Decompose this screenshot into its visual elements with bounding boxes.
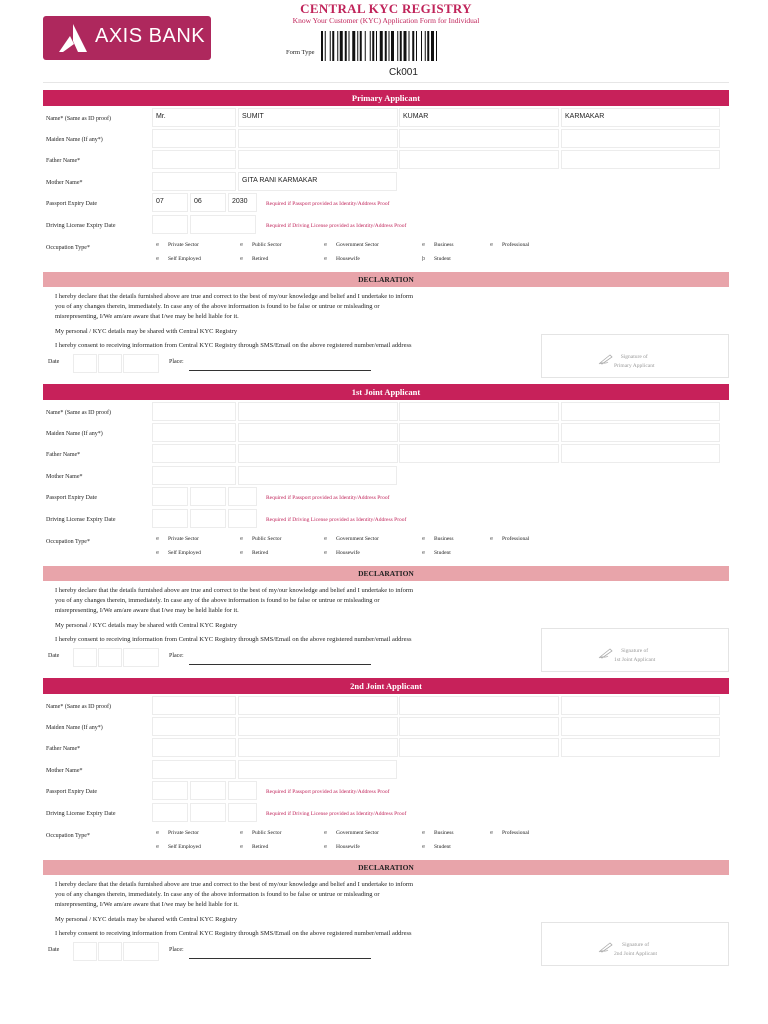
declaration-text: you of any changes therein, immediately. In case any of the above information is found to be false or untrue or misleading or — [55, 597, 380, 604]
section-header: Primary Applicant — [43, 90, 729, 106]
declaration-text: I hereby consent to receiving information from Central KYC Registry through SMS/Email on the above registered number/email address — [55, 342, 412, 349]
maiden-name-label: Maiden Name (If any*) — [46, 137, 103, 143]
declaration-text: My personal / KYC details may be shared with Central KYC Registry — [55, 622, 238, 629]
occupation-option-label: Private Sector — [168, 242, 200, 248]
last-name-field[interactable] — [561, 402, 720, 421]
occupation-option[interactable] — [324, 844, 360, 850]
father-name-field[interactable] — [561, 738, 720, 757]
maiden-name-field[interactable] — [399, 717, 559, 736]
name-prefix-field[interactable] — [152, 696, 236, 715]
driving-license-expiry-label: Driving License Expiry Date — [46, 811, 116, 817]
maiden-name-field[interactable] — [399, 129, 559, 148]
maiden-name-field[interactable] — [152, 423, 236, 442]
occupation-option[interactable] — [240, 536, 281, 542]
maiden-name-label: Maiden Name (If any*) — [46, 725, 103, 731]
maiden-name-field[interactable] — [399, 423, 559, 442]
father-name-field[interactable] — [238, 738, 398, 757]
occupation-option-label: Housewife — [336, 844, 360, 850]
date-field[interactable] — [73, 648, 97, 667]
date-field[interactable] — [98, 354, 122, 373]
place-field[interactable] — [189, 664, 371, 665]
passport-expiry-year-field[interactable]: 2030 — [228, 193, 257, 212]
occupation-option-label: Self Employed — [168, 256, 201, 262]
last-name-field[interactable]: KARMAKAR — [561, 108, 720, 127]
name-label: Name* (Same as ID proof) — [46, 704, 111, 710]
maiden-name-field[interactable] — [238, 129, 398, 148]
driving-license-expiry-month-field[interactable] — [190, 803, 226, 822]
passport-expiry-label: Passport Expiry Date — [46, 495, 97, 501]
passport-expiry-month-field[interactable] — [190, 781, 226, 800]
occupation-option-label: Private Sector — [168, 536, 200, 542]
radio-circle-icon[interactable]: e — [324, 550, 328, 556]
occupation-option-label: Professional — [502, 242, 530, 248]
radio-circle-icon[interactable]: e — [240, 242, 244, 248]
signature-caption-line: Signature of — [620, 354, 648, 360]
occupation-option[interactable] — [422, 830, 454, 836]
father-name-field[interactable] — [561, 444, 720, 463]
place-field[interactable] — [189, 958, 371, 959]
radio-circle-icon[interactable]: e — [422, 830, 426, 836]
father-name-field[interactable] — [399, 444, 559, 463]
passport-note: Required if Passport provided as Identity/Address Proof — [266, 201, 390, 207]
pen-icon — [598, 941, 614, 953]
father-name-field[interactable] — [152, 150, 236, 169]
signature-caption — [614, 941, 657, 959]
radio-circle-icon[interactable]: e — [240, 830, 244, 836]
declaration-header: DECLARATION — [43, 566, 729, 581]
barcode-icon — [321, 31, 489, 63]
occupation-option-label: Student — [434, 550, 451, 556]
radio-circle-icon[interactable]: e — [240, 536, 244, 542]
occupation-option-label: Business — [434, 242, 454, 248]
father-name-field[interactable] — [561, 150, 720, 169]
mother-name-field[interactable] — [238, 760, 397, 779]
passport-expiry-day-field[interactable]: 07 — [152, 193, 188, 212]
father-name-field[interactable] — [238, 150, 398, 169]
first-name-field[interactable] — [238, 402, 398, 421]
radio-circle-icon[interactable]: e — [324, 536, 328, 542]
driving-license-note: Required if Driving License provided as Identity/Address Proof — [266, 811, 407, 817]
occupation-option-label: Private Sector — [168, 830, 200, 836]
last-name-field[interactable] — [561, 696, 720, 715]
signature-caption — [614, 647, 655, 665]
radio-circle-icon[interactable]: e — [324, 256, 328, 262]
occupation-option-label: Self Employed — [168, 844, 201, 850]
occupation-option-label: Retired — [252, 256, 269, 262]
father-name-label: Father Name* — [46, 158, 81, 164]
occupation-option-label: Business — [434, 830, 454, 836]
date-field[interactable] — [123, 942, 159, 961]
first-name-field[interactable]: SUMIT — [238, 108, 398, 127]
occupation-option-label: Government Sector — [336, 536, 379, 542]
occupation-option-label: Professional — [502, 536, 530, 542]
form-type-label: Form Type — [286, 49, 315, 56]
occupation-option[interactable] — [240, 242, 281, 248]
occupation-type-label: Occupation Type* — [46, 539, 90, 545]
signature-box[interactable] — [541, 628, 729, 672]
occupation-option[interactable] — [240, 844, 268, 850]
father-name-field[interactable] — [152, 738, 236, 757]
radio-circle-icon[interactable]: e — [490, 830, 494, 836]
father-name-field[interactable] — [399, 738, 559, 757]
signature-caption-line: Signature of — [621, 648, 649, 654]
occupation-option[interactable] — [156, 256, 201, 262]
occupation-option-label: Government Sector — [336, 242, 379, 248]
driving-license-note: Required if Driving License provided as Identity/Address Proof — [266, 517, 407, 523]
occupation-option[interactable] — [324, 830, 379, 836]
radio-circle-icon[interactable]: e — [156, 550, 160, 556]
signature-caption-line: 2nd Joint Applicant — [614, 951, 658, 957]
father-name-field[interactable] — [399, 150, 559, 169]
place-field[interactable] — [189, 370, 371, 371]
date-field[interactable] — [98, 942, 122, 961]
passport-note: Required if Passport provided as Identity/Address Proof — [266, 789, 390, 795]
middle-name-field[interactable] — [399, 696, 559, 715]
signature-caption — [614, 353, 654, 371]
maiden-name-field[interactable] — [561, 129, 720, 148]
date-field[interactable] — [73, 354, 97, 373]
passport-expiry-year-field[interactable] — [228, 487, 257, 506]
occupation-option[interactable] — [490, 536, 529, 542]
passport-expiry-day-field[interactable] — [152, 781, 188, 800]
declaration-text: you of any changes therein, immediately. In case any of the above information is found to be false or untrue or misleading or — [55, 891, 380, 898]
occupation-option[interactable] — [324, 536, 379, 542]
occupation-option-label: Student — [434, 844, 451, 850]
passport-expiry-day-field[interactable] — [152, 487, 188, 506]
place-label: Place: — [169, 359, 184, 365]
date-label: Date — [48, 947, 60, 953]
radio-circle-icon[interactable]: e — [156, 256, 160, 262]
first-name-field[interactable] — [238, 696, 398, 715]
maiden-name-field[interactable] — [238, 423, 398, 442]
divider — [43, 82, 729, 83]
maiden-name-field[interactable] — [561, 423, 720, 442]
radio-circle-icon[interactable]: e — [422, 844, 426, 850]
radio-circle-icon[interactable]: e — [422, 550, 426, 556]
declaration-header: DECLARATION — [43, 272, 729, 287]
father-name-label: Father Name* — [46, 452, 81, 458]
form-code: Ck001 — [389, 67, 418, 78]
occupation-option-label: Student — [434, 256, 451, 262]
occupation-option[interactable] — [156, 830, 199, 836]
driving-license-expiry-month-field[interactable] — [190, 509, 226, 528]
date-field[interactable] — [123, 354, 159, 373]
maiden-name-field[interactable] — [238, 717, 398, 736]
occupation-option-label: Retired — [252, 550, 269, 556]
place-label: Place: — [169, 653, 184, 659]
signature-caption-line: 1st Joint Applicant — [614, 657, 656, 663]
section-header: 2nd Joint Applicant — [43, 678, 729, 694]
occupation-option-label: Housewife — [336, 550, 360, 556]
name-prefix-field[interactable] — [152, 402, 236, 421]
occupation-option[interactable] — [240, 830, 281, 836]
pen-icon — [598, 647, 614, 659]
signature-caption-line: Primary Applicant — [614, 363, 655, 369]
driving-license-expiry-month-field[interactable] — [190, 215, 256, 234]
occupation-option-label: Government Sector — [336, 830, 379, 836]
passport-expiry-month-field[interactable] — [190, 487, 226, 506]
declaration-text: I hereby declare that the details furnished above are true and correct to the best of my/our knowledge and belief and I undertake to inform — [55, 293, 414, 300]
father-name-field[interactable] — [238, 444, 398, 463]
radio-circle-icon[interactable]: þ — [422, 256, 426, 262]
date-field[interactable] — [73, 942, 97, 961]
signature-box[interactable] — [541, 334, 729, 378]
father-name-field[interactable] — [152, 444, 236, 463]
radio-circle-icon[interactable]: e — [156, 242, 160, 248]
bank-logo — [43, 16, 211, 60]
occupation-option-label: Professional — [502, 830, 530, 836]
mother-name-prefix-field[interactable] — [152, 172, 236, 191]
name-prefix-field[interactable]: Mr. — [152, 108, 236, 127]
declaration-text: I hereby declare that the details furnished above are true and correct to the best of my/our knowledge and belief and I undertake to inform — [55, 881, 414, 888]
occupation-option[interactable] — [324, 550, 360, 556]
declaration-text: I hereby consent to receiving information from Central KYC Registry through SMS/Email on the above registered number/email address — [55, 636, 412, 643]
occupation-option[interactable] — [490, 830, 529, 836]
driving-license-expiry-label: Driving License Expiry Date — [46, 517, 116, 523]
occupation-option-label: Public Sector — [252, 536, 282, 542]
declaration-text: misrepresenting, I/We am/are aware that I/we may be held liable for it. — [55, 901, 239, 908]
radio-circle-icon[interactable]: e — [240, 550, 244, 556]
occupation-option[interactable] — [422, 550, 451, 556]
passport-expiry-label: Passport Expiry Date — [46, 201, 97, 207]
occupation-option[interactable] — [324, 242, 379, 248]
signature-caption-line: Signature of — [622, 942, 650, 948]
mother-name-field[interactable] — [238, 466, 397, 485]
name-label: Name* (Same as ID proof) — [46, 116, 111, 122]
mother-name-prefix-field[interactable] — [152, 760, 236, 779]
driving-license-expiry-day-field[interactable] — [152, 509, 188, 528]
section-header: 1st Joint Applicant — [43, 384, 729, 400]
declaration-text: misrepresenting, I/We am/are aware that I/we may be held liable for it. — [55, 607, 239, 614]
occupation-option-label: Retired — [252, 844, 269, 850]
radio-circle-icon[interactable]: e — [324, 844, 328, 850]
driving-license-expiry-year-field[interactable] — [228, 803, 257, 822]
radio-circle-icon[interactable]: e — [324, 242, 328, 248]
occupation-option[interactable] — [490, 242, 529, 248]
radio-circle-icon[interactable]: e — [422, 242, 426, 248]
maiden-name-field[interactable] — [152, 129, 236, 148]
father-name-label: Father Name* — [46, 746, 81, 752]
occupation-type-label: Occupation Type* — [46, 833, 90, 839]
maiden-name-label: Maiden Name (If any*) — [46, 431, 103, 437]
occupation-option-label: Housewife — [336, 256, 360, 262]
declaration-text: I hereby declare that the details furnished above are true and correct to the best of my/our knowledge and belief and I undertake to inform — [55, 587, 414, 594]
middle-name-field[interactable]: KUMAR — [399, 108, 559, 127]
occupation-option-label: Public Sector — [252, 242, 282, 248]
driving-license-note: Required if Driving License provided as Identity/Address Proof — [266, 223, 407, 229]
passport-expiry-label: Passport Expiry Date — [46, 789, 97, 795]
declaration-text: I hereby consent to receiving information from Central KYC Registry through SMS/Email on the above registered number/email address — [55, 930, 412, 937]
date-label: Date — [48, 653, 60, 659]
radio-circle-icon[interactable]: e — [324, 830, 328, 836]
passport-expiry-month-field[interactable]: 06 — [190, 193, 226, 212]
occupation-option[interactable] — [422, 536, 454, 542]
occupation-option[interactable] — [422, 844, 451, 850]
signature-box[interactable] — [541, 922, 729, 966]
form-subtitle: Know Your Customer (KYC) Application Form for Individual — [292, 16, 480, 25]
driving-license-expiry-day-field[interactable] — [152, 215, 188, 234]
place-label: Place: — [169, 947, 184, 953]
occupation-option[interactable] — [324, 256, 360, 262]
radio-circle-icon[interactable]: e — [422, 536, 426, 542]
maiden-name-field[interactable] — [561, 717, 720, 736]
mother-name-label: Mother Name* — [46, 180, 83, 186]
form-title: CENTRAL KYC REGISTRY — [300, 1, 472, 16]
date-field[interactable] — [98, 648, 122, 667]
occupation-option-label: Self Employed — [168, 550, 201, 556]
mother-name-label: Mother Name* — [46, 474, 83, 480]
mother-name-prefix-field[interactable] — [152, 466, 236, 485]
radio-circle-icon[interactable]: e — [490, 536, 494, 542]
mother-name-field[interactable]: GITA RANI KARMAKAR — [238, 172, 397, 191]
declaration-text: My personal / KYC details may be shared with Central KYC Registry — [55, 916, 238, 923]
declaration-text: you of any changes therein, immediately. In case any of the above information is found to be false or untrue or misleading or — [55, 303, 380, 310]
driving-license-expiry-label: Driving License Expiry Date — [46, 223, 116, 229]
declaration-text: My personal / KYC details may be shared with Central KYC Registry — [55, 328, 238, 335]
occupation-option-label: Business — [434, 536, 454, 542]
occupation-option[interactable] — [422, 256, 451, 262]
axis-logo-icon — [57, 22, 89, 54]
radio-circle-icon[interactable]: e — [156, 830, 160, 836]
radio-circle-icon[interactable]: e — [156, 844, 160, 850]
date-field[interactable] — [123, 648, 159, 667]
driving-license-expiry-year-field[interactable] — [228, 509, 257, 528]
occupation-option-label: Public Sector — [252, 830, 282, 836]
declaration-text: misrepresenting, I/We am/are aware that I/we may be held liable for it. — [55, 313, 239, 320]
pen-icon — [598, 353, 614, 365]
date-label: Date — [48, 359, 60, 365]
radio-circle-icon[interactable]: e — [240, 844, 244, 850]
radio-circle-icon[interactable]: e — [490, 242, 494, 248]
bank-name: AXIS BANK — [95, 25, 206, 47]
occupation-option[interactable] — [156, 550, 201, 556]
passport-note: Required if Passport provided as Identity/Address Proof — [266, 495, 390, 501]
occupation-option[interactable] — [156, 844, 201, 850]
occupation-option[interactable] — [156, 536, 199, 542]
name-label: Name* (Same as ID proof) — [46, 410, 111, 416]
occupation-option[interactable] — [156, 242, 199, 248]
middle-name-field[interactable] — [399, 402, 559, 421]
radio-circle-icon[interactable]: e — [156, 536, 160, 542]
maiden-name-field[interactable] — [152, 717, 236, 736]
declaration-header: DECLARATION — [43, 860, 729, 875]
occupation-option[interactable] — [240, 256, 268, 262]
driving-license-expiry-day-field[interactable] — [152, 803, 188, 822]
occupation-option[interactable] — [422, 242, 454, 248]
occupation-type-label: Occupation Type* — [46, 245, 90, 251]
radio-circle-icon[interactable]: e — [240, 256, 244, 262]
passport-expiry-year-field[interactable] — [228, 781, 257, 800]
mother-name-label: Mother Name* — [46, 768, 83, 774]
occupation-option[interactable] — [240, 550, 268, 556]
